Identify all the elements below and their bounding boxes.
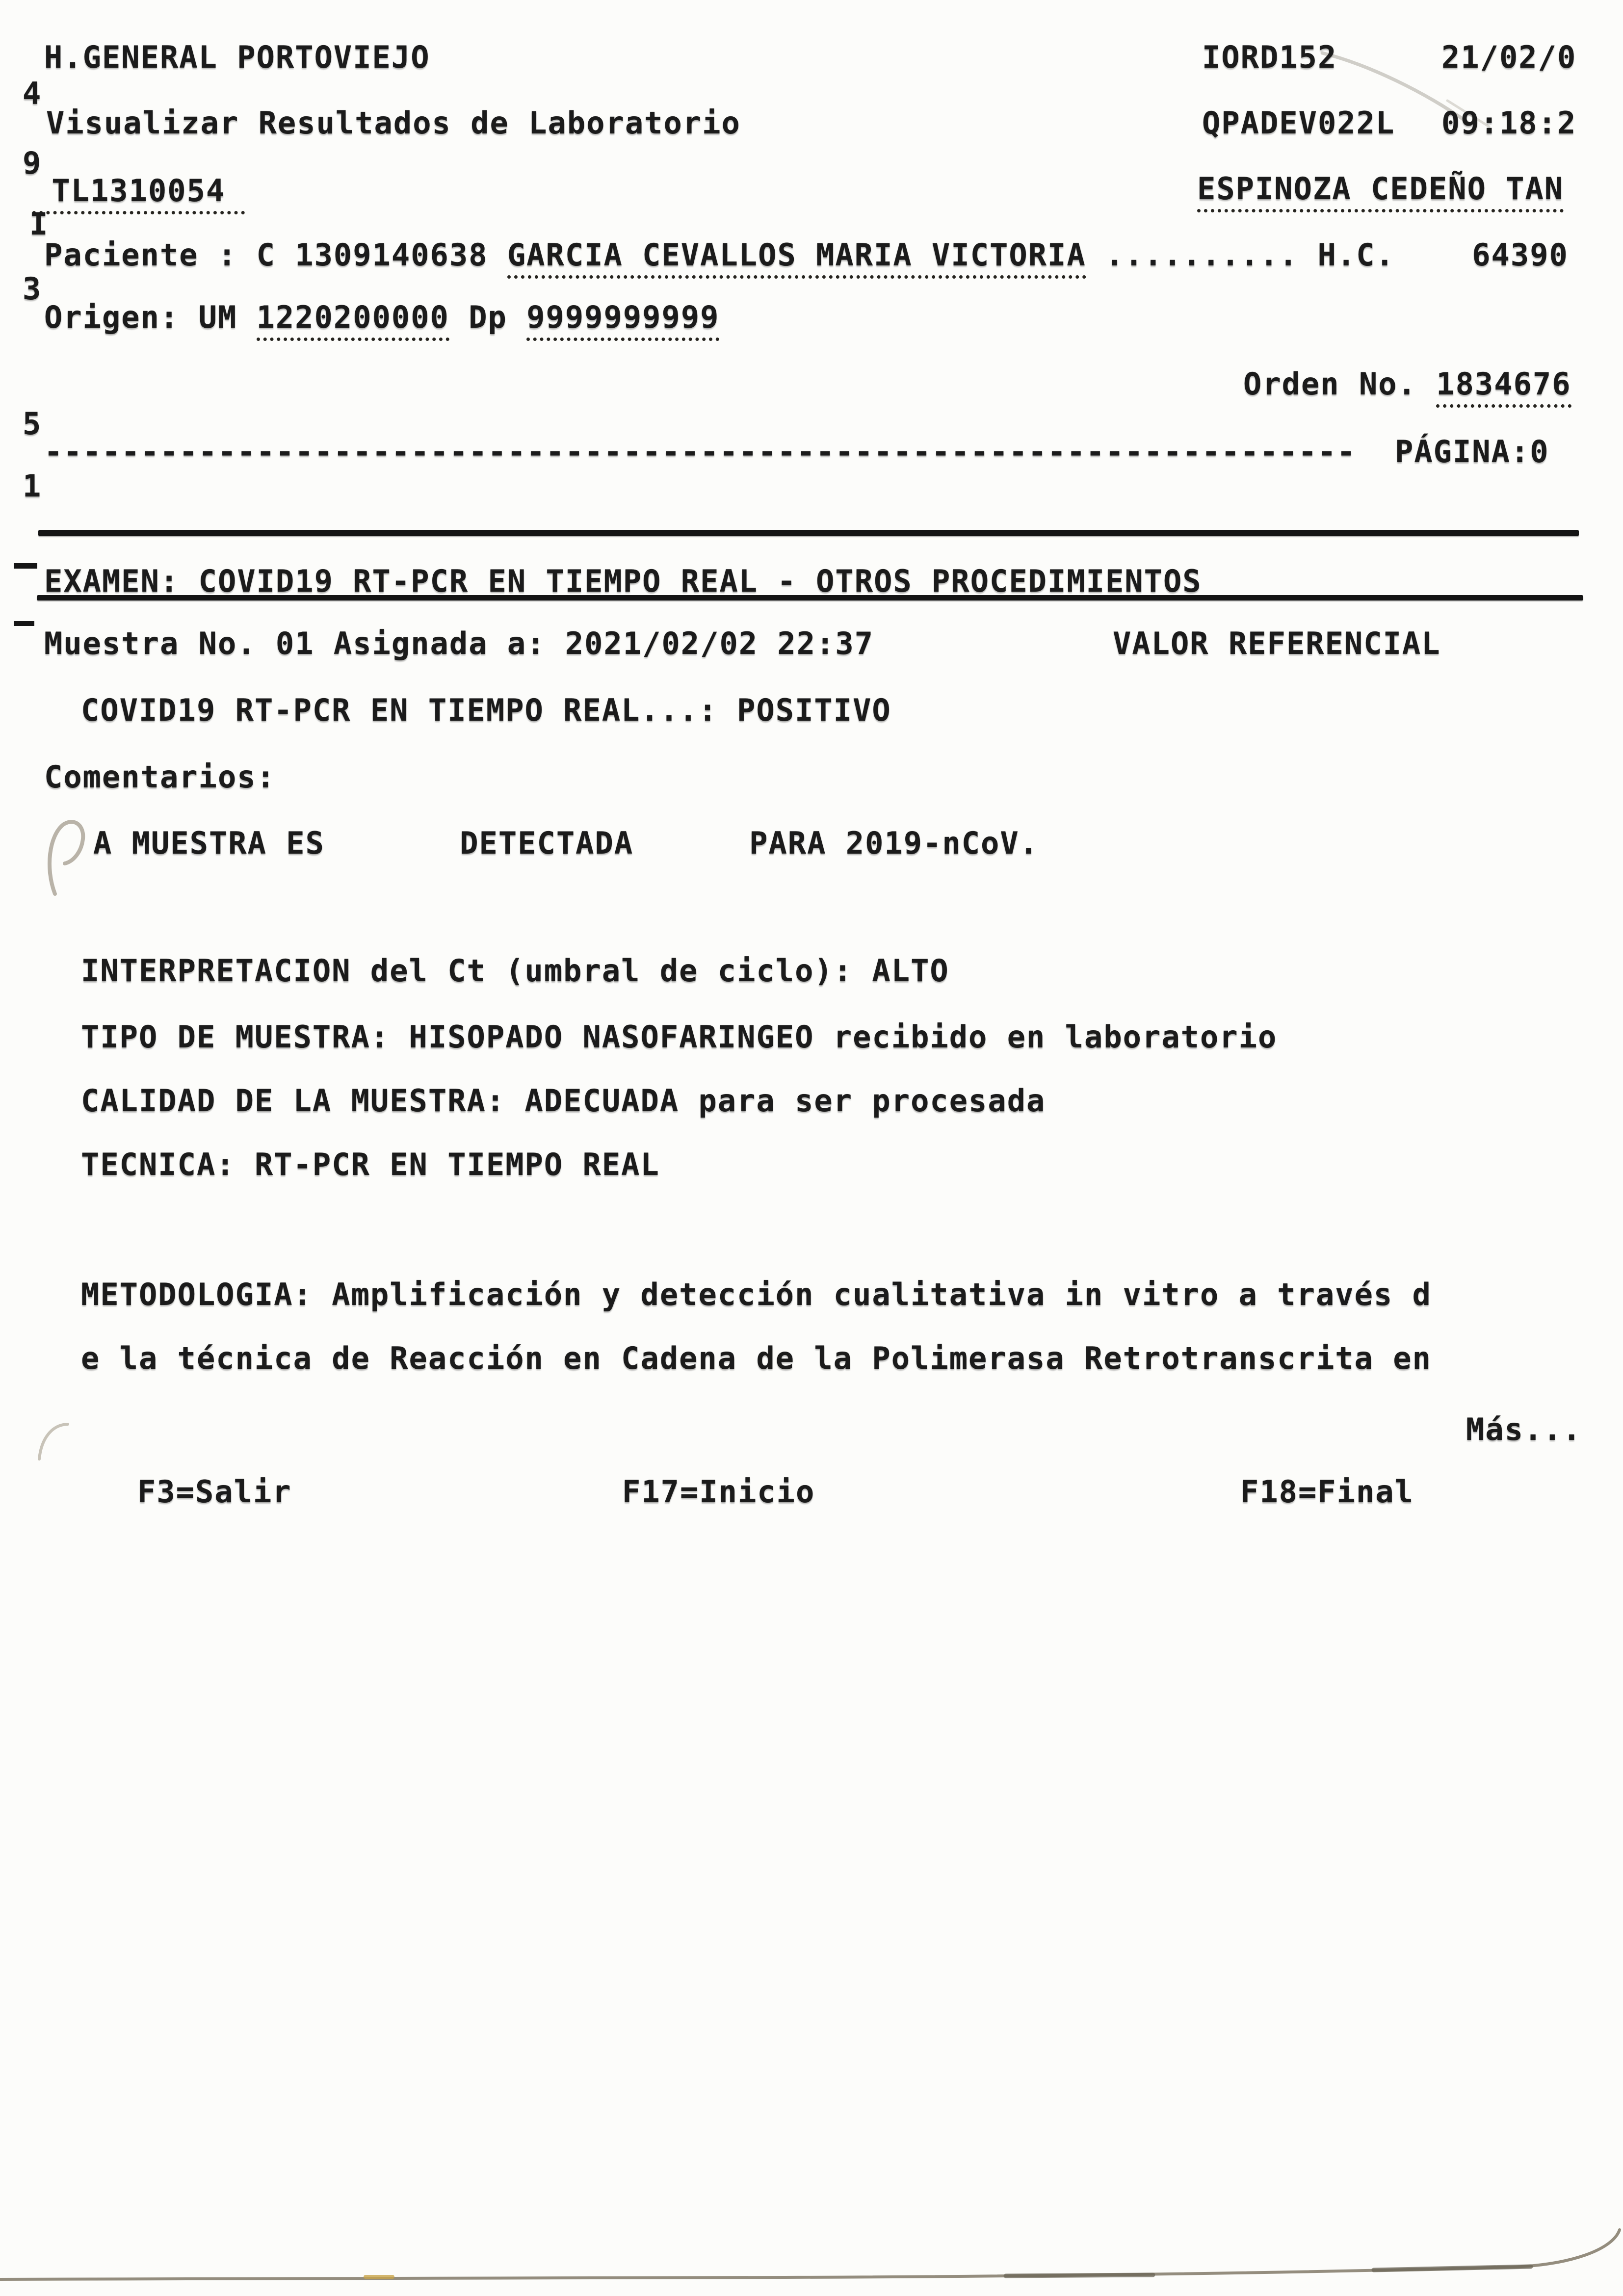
reference-header-text: VALOR REFERENCIAL [1113, 626, 1441, 661]
margin-char-4-text: 4 [23, 76, 42, 111]
result-line-text: COVID19 RT-PCR EN TIEMPO REAL...: POSITIVO [81, 692, 891, 728]
paper-edge-shadow-segment-2 [1374, 2267, 1531, 2270]
pen-mark-comment-loop [50, 822, 83, 894]
fkey-f3-exit-text: F3=Salir [137, 1474, 292, 1510]
sample-type-line-text: TIPO DE MUESTRA: HISOPADO NASOFARINGEO recibido en laboratorio [81, 1019, 1278, 1055]
methodology-line-2-text: e la técnica de Reacción en Cadena de la Polimerasa Retrotranscrita en [81, 1340, 1432, 1376]
fkey-f3-exit [137, 1476, 292, 1508]
origin-line-text: 9999999999 [526, 299, 719, 341]
paper-edge-line [0, 2230, 1620, 2279]
margin-char-I-text: I [29, 206, 49, 242]
header-hospital-text: H.GENERAL PORTOVIEJO [44, 39, 430, 75]
origin-line-text: Dp [449, 299, 527, 335]
sample-code-text: TL1310054 [32, 173, 245, 214]
order-number-line-text: Orden No. [1243, 366, 1437, 402]
header-workstation-text: QPADEV022L [1202, 105, 1395, 141]
margin-char-5-text: 5 [23, 406, 42, 442]
interpretation-line-text: INTERPRETACION del Ct (umbral de ciclo): ALTO [81, 953, 949, 989]
screen-title-text: Visualizar Resultados de Laboratorio [46, 105, 741, 141]
sample-quality-line [81, 1085, 1046, 1117]
exam-title [44, 565, 1202, 598]
header-report-id-text: IORD152 [1202, 39, 1337, 75]
separator-dashes-text: -------------------------------------------------------------------- [44, 434, 1357, 470]
technique-line-text: TECNICA: RT-PCR EN TIEMPO REAL [81, 1147, 660, 1182]
comments-label-text: Comentarios: [44, 759, 276, 795]
sample-assigned-line [44, 627, 874, 660]
methodology-line-2 [81, 1342, 1432, 1375]
origin-line [44, 301, 719, 334]
separator-rule-top [38, 530, 1579, 536]
separator-dashes [44, 436, 1356, 468]
result-line [81, 694, 891, 727]
margin-char-3-text: 3 [23, 271, 42, 307]
margin-char-9-text: 9 [23, 145, 42, 181]
patient-line-text: GARCIA CEVALLOS MARIA VICTORIA [507, 237, 1086, 279]
comment-detected [93, 827, 1039, 860]
margin-char-I [29, 208, 49, 240]
page-number [1395, 436, 1549, 468]
patient-line-text: Paciente : C 1309140638 [44, 237, 507, 273]
margin-char-1 [23, 470, 42, 502]
comments-label [44, 761, 276, 793]
operator-name-text: ESPINOZA CEDEÑO TAN [1197, 171, 1564, 212]
order-number-line-text: 1834676 [1436, 366, 1571, 408]
methodology-line-1 [81, 1278, 1432, 1311]
fkey-f17-start [622, 1476, 815, 1508]
fkey-f17-start-text: F17=Inicio [622, 1474, 815, 1510]
header-workstation [1202, 107, 1395, 139]
sample-assigned-line-text: Muestra No. 01 Asignada a: 2021/02/02 22:37 [44, 626, 874, 661]
margin-char-3 [23, 273, 42, 305]
margin-char-4 [23, 78, 42, 110]
comment-detected-text: A MUESTRA ES DETECTADA PARA 2019-nCoV. [93, 825, 1039, 861]
origin-line-text: 1220200000 [257, 299, 449, 341]
fkey-f18-end-text: F18=Final [1240, 1474, 1414, 1510]
more-indicator-text: Más... [1466, 1411, 1582, 1447]
overbar-mark-muestra [14, 621, 34, 626]
origin-line-text: Origen: UM [44, 299, 257, 335]
header-date [1441, 41, 1576, 74]
header-hospital [44, 41, 430, 74]
header-time-text: 09:18:2 [1441, 105, 1577, 141]
more-indicator [1466, 1413, 1582, 1446]
overbar-mark-exam [14, 563, 37, 569]
screen-title [46, 107, 741, 139]
technique-line [81, 1148, 660, 1181]
patient-line [44, 239, 1569, 271]
operator-name [1197, 173, 1564, 205]
exam-title-text: EXAMEN: COVID19 RT-PCR EN TIEMPO REAL - OTROS PROCEDIMIENTOS [44, 563, 1202, 599]
header-time [1441, 107, 1576, 139]
header-date-text: 21/02/0 [1441, 39, 1577, 75]
sample-quality-line-text: CALIDAD DE LA MUESTRA: ADECUADA para ser procesada [81, 1083, 1046, 1119]
pen-mark-bottom-left [39, 1424, 68, 1459]
fkey-f18-end [1240, 1476, 1414, 1508]
reference-header [1113, 627, 1441, 660]
interpretation-line [81, 955, 949, 987]
margin-char-5 [23, 408, 42, 440]
paper-edge-shadow-segment-1 [1006, 2275, 1153, 2276]
sample-code [32, 175, 245, 207]
header-report-id [1202, 41, 1337, 74]
page-number-text: PÁGINA:0 [1395, 434, 1549, 470]
margin-char-1-text: 1 [23, 468, 42, 504]
order-number-line [1243, 368, 1571, 400]
patient-line-text: .......... H.C. 64390 [1086, 237, 1569, 273]
sample-type-line [81, 1021, 1277, 1053]
methodology-line-1-text: METODOLOGIA: Amplificación y detección cualitativa in vitro a través d [81, 1277, 1432, 1312]
